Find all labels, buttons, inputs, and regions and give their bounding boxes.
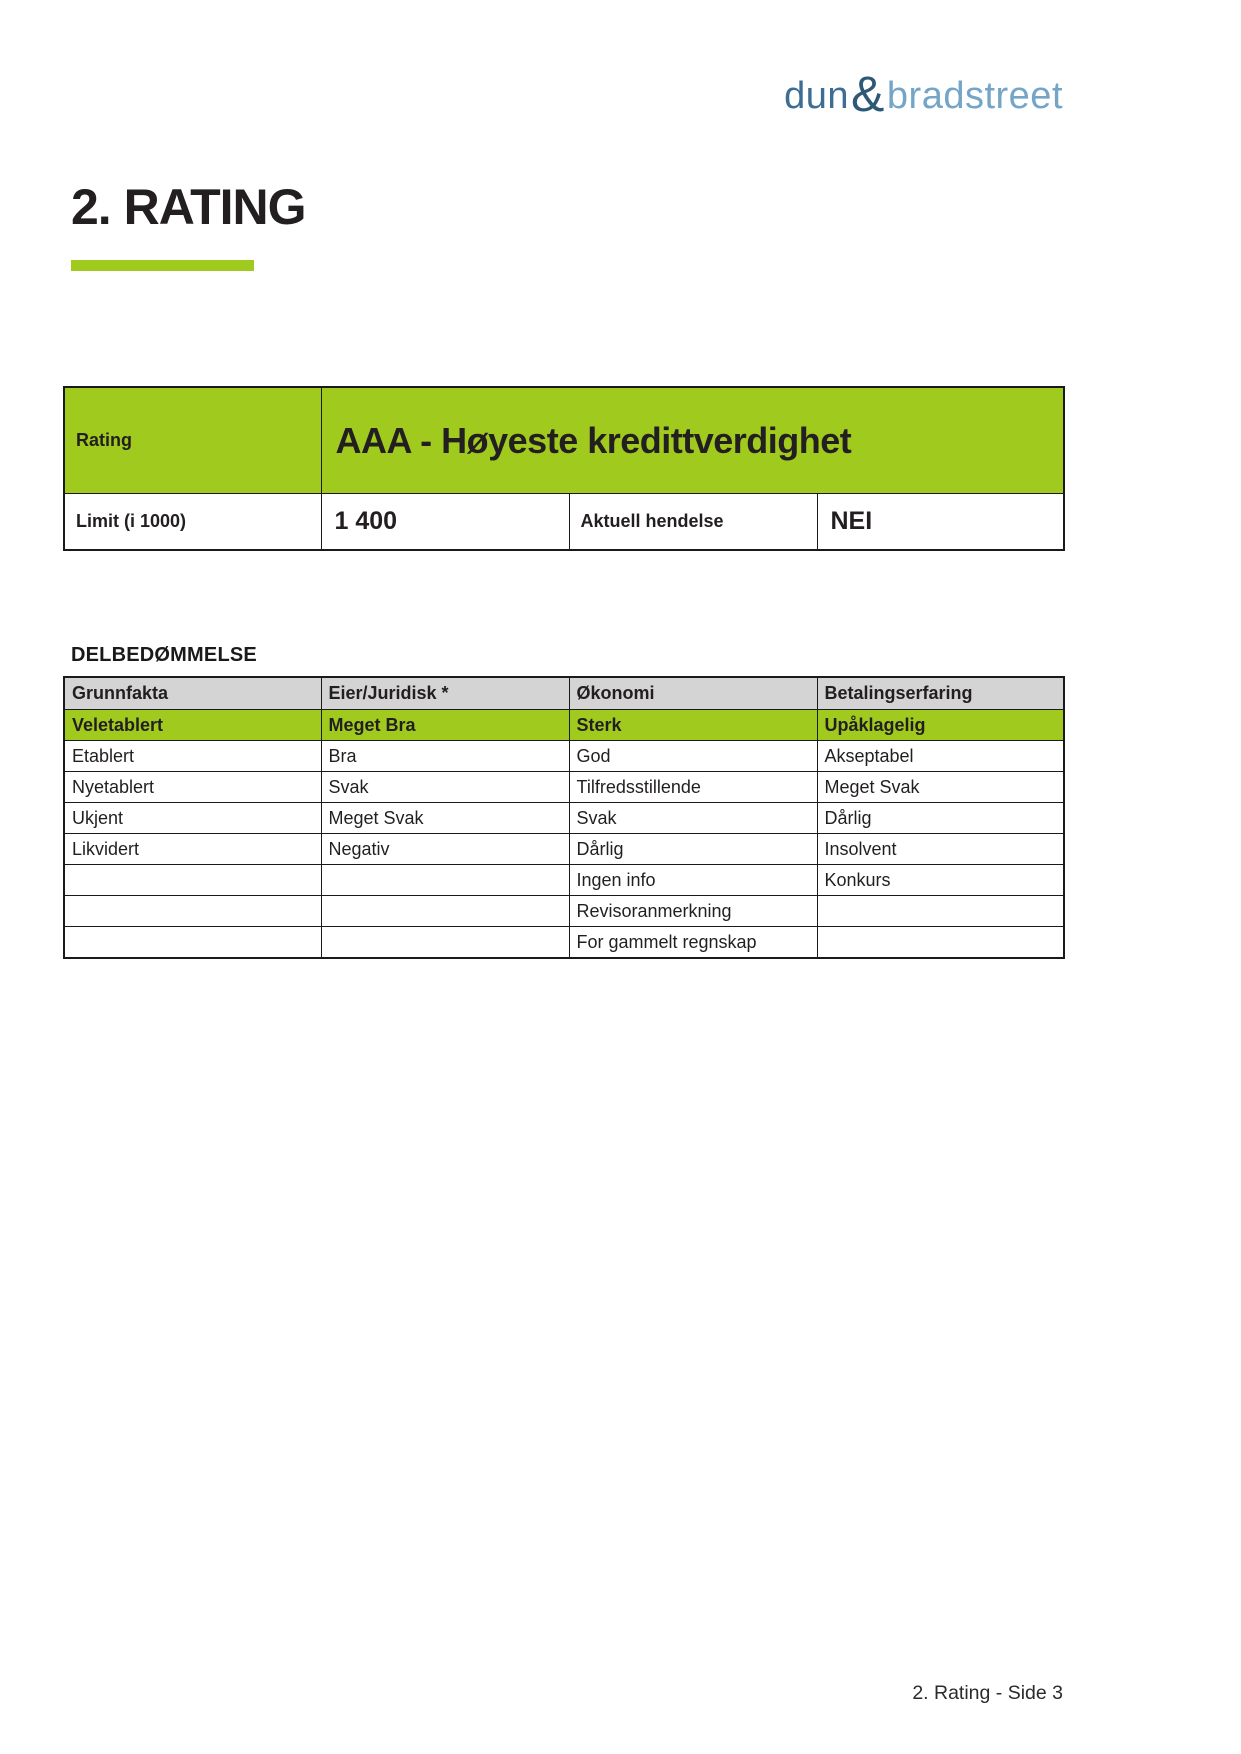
assessment-row	[64, 741, 1064, 772]
assessment-header-row	[64, 677, 1064, 710]
selected-eier-juridisk: Meget Bra	[321, 710, 569, 741]
rating-row	[64, 387, 1064, 494]
assessment-row	[64, 834, 1064, 865]
assessment-table	[63, 676, 1065, 959]
current-event-label: Aktuell hendelse	[569, 494, 817, 551]
limit-label: Limit (i 1000)	[64, 494, 321, 551]
column-header-betalingserfaring: Betalingserfaring	[817, 677, 1064, 710]
table-cell: Svak	[321, 772, 569, 803]
assessment-row	[64, 865, 1064, 896]
table-cell	[321, 927, 569, 959]
assessment-row	[64, 927, 1064, 959]
dnb-logo	[784, 66, 1063, 122]
table-cell: Etablert	[64, 741, 321, 772]
limit-row	[64, 494, 1064, 551]
table-cell: Meget Svak	[321, 803, 569, 834]
table-cell	[321, 865, 569, 896]
table-cell: God	[569, 741, 817, 772]
table-cell: Dårlig	[569, 834, 817, 865]
table-cell	[64, 865, 321, 896]
table-cell: Ukjent	[64, 803, 321, 834]
table-cell: Insolvent	[817, 834, 1064, 865]
column-header-grunnfakta: Grunnfakta	[64, 677, 321, 710]
table-cell: Svak	[569, 803, 817, 834]
table-cell	[64, 896, 321, 927]
limit-value: 1 400	[321, 494, 569, 551]
table-cell: Likvidert	[64, 834, 321, 865]
column-header-okonomi: Økonomi	[569, 677, 817, 710]
table-cell: Akseptabel	[817, 741, 1064, 772]
page-title: 2. RATING	[71, 179, 306, 235]
rating-summary-table	[63, 386, 1065, 551]
table-cell: Bra	[321, 741, 569, 772]
table-cell: Negativ	[321, 834, 569, 865]
table-cell	[817, 927, 1064, 959]
table-cell: For gammelt regnskap	[569, 927, 817, 959]
table-cell: Ingen info	[569, 865, 817, 896]
table-cell: Konkurs	[817, 865, 1064, 896]
table-cell	[817, 896, 1064, 927]
table-cell: Nyetablert	[64, 772, 321, 803]
selected-okonomi: Sterk	[569, 710, 817, 741]
table-cell: Revisoranmerkning	[569, 896, 817, 927]
table-cell: Meget Svak	[817, 772, 1064, 803]
logo-ampersand-icon: &	[851, 66, 885, 122]
page-footer: 2. Rating - Side 3	[912, 1682, 1063, 1704]
table-cell	[321, 896, 569, 927]
assessment-row	[64, 896, 1064, 927]
title-accent-bar	[71, 260, 254, 271]
logo-text-bradstreet: bradstreet	[886, 75, 1063, 117]
table-cell: Tilfredsstillende	[569, 772, 817, 803]
assessment-section-title: DELBEDØMMELSE	[71, 644, 257, 666]
column-header-eier-juridisk: Eier/Juridisk *	[321, 677, 569, 710]
assessment-row	[64, 772, 1064, 803]
table-cell: Dårlig	[817, 803, 1064, 834]
assessment-row	[64, 803, 1064, 834]
table-cell	[64, 927, 321, 959]
rating-label: Rating	[64, 387, 321, 494]
current-event-value: NEI	[817, 494, 1064, 551]
selected-grunnfakta: Veletablert	[64, 710, 321, 741]
rating-value: AAA - Høyeste kredittverdighet	[321, 387, 1064, 494]
logo-text-dun: dun	[784, 75, 850, 117]
assessment-selected-row	[64, 710, 1064, 741]
selected-betalingserfaring: Upåklagelig	[817, 710, 1064, 741]
